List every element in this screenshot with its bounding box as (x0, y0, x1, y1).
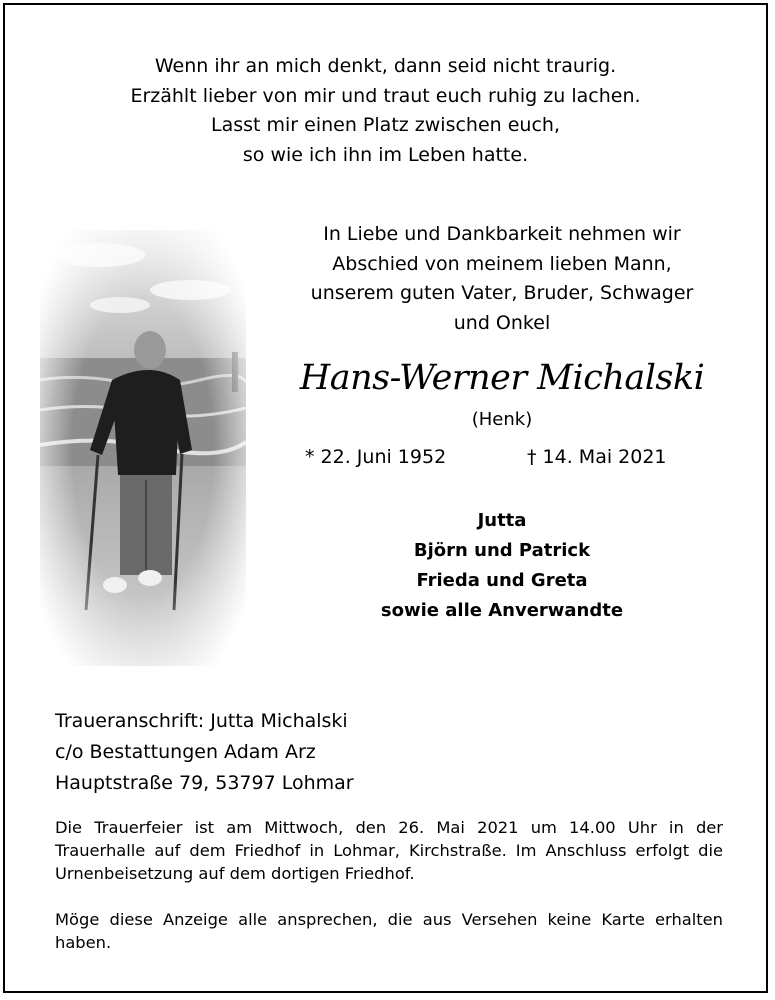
funeral-notice: Die Trauerfeier ist am Mittwoch, den 26. Mai 2021 um 14.00 Uhr in der Trauerhalle auf dem Friedhof in Lohmar, Kirchstraße. Im Anschluss erfolgt die Urnenbeisetzung auf dem dortigen Friedhof. (55, 818, 723, 883)
mourner: Jutta (477, 510, 527, 531)
death-date: † 14. Mai 2021 (527, 446, 667, 468)
address-line: Traueranschrift: Jutta Michalski (55, 710, 348, 732)
poem (0, 52, 771, 170)
deceased-name: Hans-Werner Michalski (299, 358, 705, 398)
closing-note: Möge diese Anzeige alle ansprechen, die aus Versehen keine Karte erhalten haben. (55, 910, 723, 952)
mourners-list (262, 506, 742, 626)
address-line: Hauptstraße 79, 53797 Lohmar (55, 772, 354, 794)
intro-line: Abschied von meinem lieben Mann, (332, 252, 672, 275)
deceased-nickname: (Henk) (471, 409, 533, 430)
address-line: c/o Bestattungen Adam Arz (55, 741, 316, 763)
mourning-address (55, 706, 354, 799)
mourner: Björn und Patrick (413, 540, 591, 561)
poem-line: so wie ich ihn im Leben hatte. (242, 143, 529, 166)
intro-text (262, 220, 742, 338)
poem-line: Erzählt lieber von mir und traut euch ruhig zu lachen. (130, 84, 641, 107)
deceased-photo (40, 230, 246, 666)
intro-line: In Liebe und Dankbarkeit nehmen wir (323, 223, 681, 245)
mourner: sowie alle Anverwandte (380, 600, 624, 621)
mourner: Frieda und Greta (416, 570, 588, 591)
intro-line: unserem guten Vater, Bruder, Schwager (310, 282, 694, 304)
poem-line: Lasst mir einen Platz zwischen euch, (211, 114, 560, 136)
intro-line: und Onkel (453, 311, 551, 334)
birth-date: * 22. Juni 1952 (305, 446, 447, 468)
poem-line: Wenn ihr an mich denkt, dann seid nicht traurig. (154, 55, 617, 77)
